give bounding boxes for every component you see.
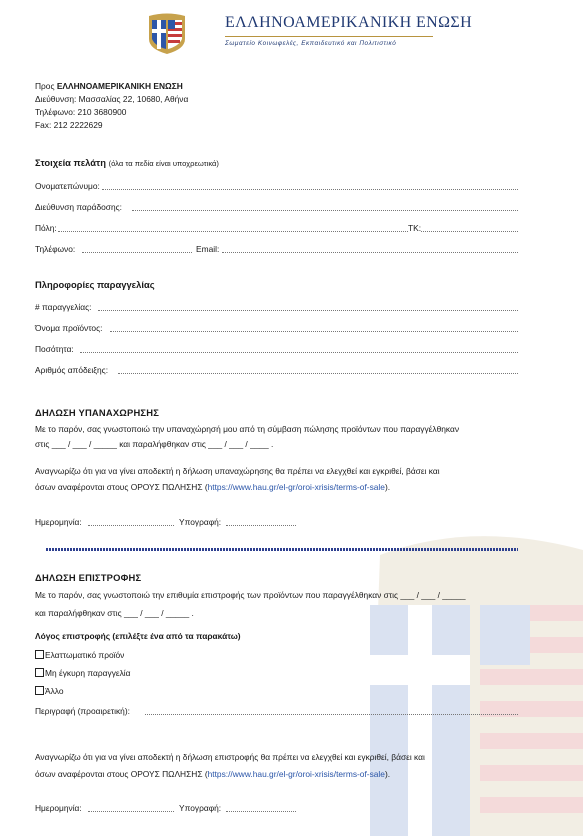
recipient-to-prefix: Προς: [35, 81, 55, 91]
zip-field[interactable]: [421, 231, 518, 232]
logo-emblem-icon: [147, 13, 187, 55]
reason-checkbox-invalid-order[interactable]: [35, 668, 44, 677]
withdrawal-section-title: ΔΗΛΩΣΗ ΥΠΑΝΑΧΩΡΗΣΗΣ: [35, 407, 160, 418]
customer-note: (όλα τα πεδία είναι υποχρεωτικά): [108, 159, 219, 168]
recipient-address: Διεύθυνση: Μασσαλίας 22, 10680, Αθήνα: [35, 94, 189, 104]
description-label: Περιγραφή (προαιρετική):: [35, 706, 130, 716]
delivery-address-label: Διεύθυνση παράδοσης:: [35, 202, 122, 212]
withdrawal-ack-suffix: ).: [384, 482, 391, 492]
return-signature-label: Υπογραφή:: [179, 803, 222, 813]
return-date-field[interactable]: [88, 811, 174, 812]
withdrawal-ack-prefix: όσων αναφέρονται στους ΟΡΟΥΣ ΠΩΛΗΣΗΣ (: [35, 482, 208, 492]
order-number-label: # παραγγελίας:: [35, 302, 92, 312]
return-ack-line2: [35, 769, 390, 780]
return-reason-title: Λόγος επιστροφής (επιλέξτε ένα από τα παρακάτω): [35, 631, 241, 641]
section-separator: [46, 548, 518, 551]
return-text-line1: Με το παρόν, σας γνωστοποιώ την επιθυμία επιστροφής των προϊόντων που παραγγέλθηκαν στις ___ / ___ / _____: [35, 590, 466, 600]
return-date-label: Ημερομηνία:: [35, 803, 82, 813]
receipt-number-label: Αριθμός απόδειξης:: [35, 365, 109, 375]
phone-label: Τηλέφωνο:: [35, 244, 76, 254]
recipient-to: [35, 81, 183, 92]
customer-name-field[interactable]: [102, 189, 518, 190]
return-signature-field[interactable]: [226, 811, 296, 812]
withdrawal-signature-field[interactable]: [226, 525, 296, 526]
reason-label-invalid-order: Μη έγκυρη παραγγελία: [45, 668, 131, 678]
zip-label: ΤΚ:: [408, 223, 422, 233]
product-name-label: Όνομα προϊόντος:: [35, 323, 103, 333]
withdrawal-date-field[interactable]: [88, 525, 174, 526]
return-text-line2: και παραλήφθηκαν στις ___ / ___ / _____ .: [35, 608, 194, 618]
city-field[interactable]: [58, 231, 408, 232]
customer-section-title: [35, 157, 219, 168]
withdrawal-text-line2: στις ___ / ___ / _____ και παραλήφθηκαν στις ___ / ___ / ____ .: [35, 439, 274, 449]
withdrawal-ack-line2: [35, 482, 390, 493]
withdrawal-signature-label: Υπογραφή:: [179, 517, 222, 527]
recipient-to-name: ΕΛΛΗΝΟΑΜΕΡΙΚΑΝΙΚΗ ΕΝΩΣΗ: [56, 81, 183, 91]
return-section-title: ΔΗΛΩΣΗ ΕΠΙΣΤΡΟΦΗΣ: [35, 572, 142, 583]
quantity-field[interactable]: [80, 352, 518, 353]
delivery-address-field[interactable]: [132, 210, 518, 211]
withdrawal-terms-link[interactable]: https://www.hau.gr/el-gr/oroi-xrisis/terms-of-sale: [207, 482, 385, 492]
customer-title: Στοιχεία πελάτη: [35, 157, 106, 168]
withdrawal-text-line1: Με το παρόν, σας γνωστοποιώ την υπαναχώρησή μου από τη σύμβαση πώλησης προϊόντων που παραγγέλθηκαν: [35, 424, 460, 434]
customer-name-label: Ονοματεπώνυμο:: [35, 181, 100, 191]
org-name: ΕΛΛΗΝΟΑΜΕΡΙΚΑΝΙΚΗ ΕΝΩΣΗ: [225, 14, 473, 31]
header-divider: [225, 36, 433, 37]
recipient-fax: Fax: 212 2222629: [35, 120, 103, 130]
reason-label-other: Άλλο: [45, 686, 64, 696]
product-name-field[interactable]: [110, 331, 518, 332]
description-field[interactable]: [145, 714, 518, 715]
withdrawal-date-label: Ημερομηνία:: [35, 517, 82, 527]
receipt-number-field[interactable]: [118, 373, 518, 374]
org-subtitle: Σωματείο Κοινωφελές, Εκπαιδευτικό και Πολιτιστικό: [225, 40, 397, 47]
phone-field[interactable]: [82, 252, 192, 253]
reason-checkbox-other[interactable]: [35, 686, 44, 695]
recipient-phone: Τηλέφωνο: 210 3680900: [35, 107, 127, 117]
reason-option-defective[interactable]: [35, 650, 124, 661]
return-ack-line1: Αναγνωρίζω ότι για να γίνει αποδεκτή η δήλωση επιστροφής θα πρέπει να ελεγχθεί και εγκριθεί, βάσει και: [35, 752, 425, 762]
return-ack-prefix: όσων αναφέρονται στους ΟΡΟΥΣ ΠΩΛΗΣΗΣ (: [35, 769, 208, 779]
return-terms-link[interactable]: https://www.hau.gr/el-gr/oroi-xrisis/terms-of-sale: [207, 769, 385, 779]
email-label: Email:: [196, 244, 220, 254]
reason-option-invalid-order[interactable]: [35, 668, 131, 679]
order-number-field[interactable]: [98, 310, 518, 311]
withdrawal-ack-line1: Αναγνωρίζω ότι για να γίνει αποδεκτή η δήλωση υπαναχώρησης θα πρέπει να ελεγχθεί και εγκριθεί, βάσει και: [35, 466, 440, 476]
email-field[interactable]: [222, 252, 518, 253]
city-label: Πόλη:: [35, 223, 57, 233]
reason-label-defective: Ελαττωματικό προϊόν: [45, 650, 125, 660]
reason-checkbox-defective[interactable]: [35, 650, 44, 659]
quantity-label: Ποσότητα:: [35, 344, 74, 354]
return-ack-suffix: ).: [384, 769, 391, 779]
reason-option-other[interactable]: [35, 686, 64, 697]
order-section-title: Πληροφορίες παραγγελίας: [35, 279, 155, 290]
watermark-emblem-icon: [360, 525, 583, 836]
